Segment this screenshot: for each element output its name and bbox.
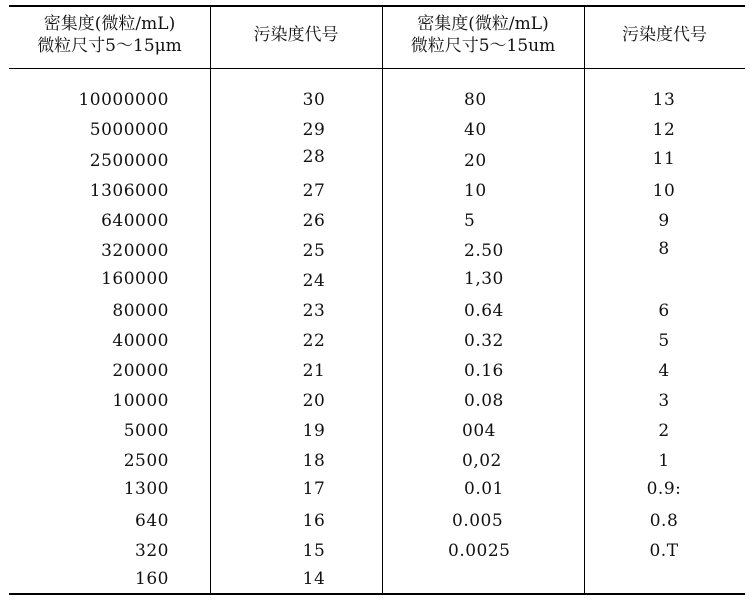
density-value-a: 1306000 xyxy=(89,181,169,201)
density-value-b: 0.64 xyxy=(464,301,504,321)
code-value-b: 13 xyxy=(652,90,676,110)
density-value-b: 40 xyxy=(464,120,487,140)
code-value-b: 10 xyxy=(652,181,676,201)
code-value-a: 27 xyxy=(302,181,326,201)
density-value-b: 0.01 xyxy=(464,479,504,499)
code-value-b: 3 xyxy=(658,391,670,411)
density-value-a: 160000 xyxy=(101,269,169,289)
header-density-1-line1: 密集度(微粒/mL) xyxy=(43,14,176,34)
code-value-b: 8 xyxy=(658,239,670,259)
density-value-b: 80 xyxy=(464,90,487,110)
code-value-a: 24 xyxy=(302,271,326,291)
density-value-a: 2500 xyxy=(123,451,169,471)
header-rule xyxy=(9,68,745,69)
column-divider xyxy=(382,5,383,595)
density-value-a: 80000 xyxy=(112,301,169,321)
density-value-a: 1300 xyxy=(123,479,169,499)
density-value-b: 1,30 xyxy=(464,269,504,289)
code-value-b: 2 xyxy=(658,421,670,441)
density-value-a: 5000 xyxy=(123,421,169,441)
code-value-a: 20 xyxy=(302,391,326,411)
code-value-b: 9 xyxy=(658,211,670,231)
density-value-a: 10000000 xyxy=(78,90,169,110)
code-value-a: 19 xyxy=(302,421,326,441)
code-value-a: 25 xyxy=(302,241,326,261)
density-value-b: 20 xyxy=(464,151,487,171)
code-value-b: 1 xyxy=(658,451,670,471)
code-value-b: 0.9: xyxy=(646,479,682,499)
code-value-b: 0.T xyxy=(649,541,679,561)
density-value-b: 0,02 xyxy=(462,451,502,471)
code-value-b: 6 xyxy=(658,301,670,321)
code-value-b: 0.8 xyxy=(649,511,679,531)
code-value-a: 29 xyxy=(302,120,326,140)
code-value-a: 22 xyxy=(302,331,326,351)
density-value-b: 004 xyxy=(462,421,496,441)
density-value-b: 10 xyxy=(464,181,487,201)
header-code-2: 污染度代号 xyxy=(622,25,707,45)
header-density-2 xyxy=(382,13,584,57)
code-value-a: 18 xyxy=(302,451,326,471)
code-value-b: 12 xyxy=(652,120,676,140)
code-value-a: 23 xyxy=(302,301,326,321)
density-value-b: 0.16 xyxy=(464,361,504,381)
density-value-a: 640000 xyxy=(101,211,169,231)
contamination-table xyxy=(9,5,745,595)
column-divider xyxy=(210,5,211,595)
code-value-a: 30 xyxy=(302,90,326,110)
code-value-a: 28 xyxy=(302,147,326,167)
header-code-1: 污染度代号 xyxy=(253,25,339,45)
code-value-a: 17 xyxy=(302,479,326,499)
code-value-b: 4 xyxy=(658,361,670,381)
header-density-2-line1: 密集度(微粒/mL) xyxy=(417,14,549,34)
code-value-a: 15 xyxy=(302,541,326,561)
density-value-b: 5 xyxy=(464,211,476,231)
header-density-1 xyxy=(9,13,210,57)
density-value-b: 0.005 xyxy=(452,511,504,531)
density-value-a: 640 xyxy=(135,511,169,531)
code-value-b: 5 xyxy=(658,331,670,351)
column-divider xyxy=(584,5,585,595)
density-value-b: 2.50 xyxy=(464,241,504,261)
density-value-b: 0.08 xyxy=(464,391,504,411)
header-density-1-line2: 微粒尺寸5～15μm xyxy=(37,36,182,56)
density-value-a: 320 xyxy=(135,541,169,561)
density-value-b: 0.0025 xyxy=(448,541,511,561)
code-value-a: 26 xyxy=(302,211,326,231)
code-value-a: 16 xyxy=(302,511,326,531)
density-value-a: 40000 xyxy=(112,331,169,351)
density-value-a: 5000000 xyxy=(89,120,169,140)
code-value-a: 21 xyxy=(302,361,326,381)
header-density-2-line2: 微粒尺寸5～15um xyxy=(410,36,556,56)
code-value-a: 14 xyxy=(302,569,326,589)
density-value-a: 160 xyxy=(135,569,169,589)
density-value-b: 0.32 xyxy=(464,331,504,351)
table-bottom-rule xyxy=(9,593,745,595)
code-value-b: 11 xyxy=(652,149,676,169)
table-top-rule xyxy=(9,5,745,7)
density-value-a: 320000 xyxy=(101,241,169,261)
density-value-a: 10000 xyxy=(112,391,169,411)
density-value-a: 20000 xyxy=(112,361,169,381)
density-value-a: 2500000 xyxy=(89,151,169,171)
